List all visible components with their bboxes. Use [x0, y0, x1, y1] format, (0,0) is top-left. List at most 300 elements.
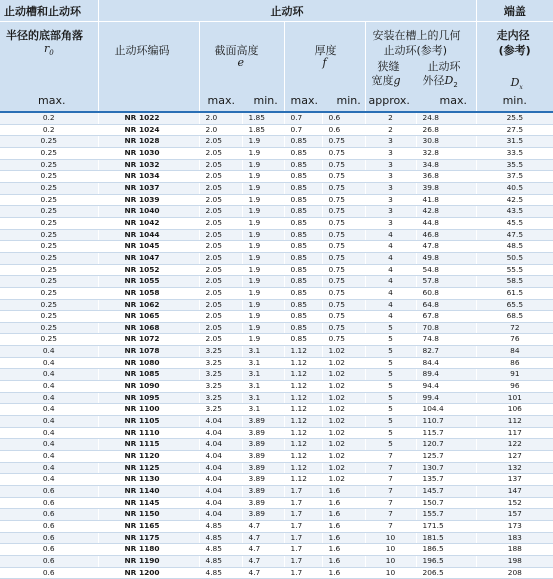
cell-section-min: 1.9 [242, 299, 284, 311]
table-row [0, 252, 553, 264]
cell-bore: 91 [476, 369, 553, 381]
cell-thickness-max: 1.7 [284, 544, 322, 556]
cell-radius: 0.2 [0, 124, 98, 136]
cell-section-min: 1.9 [242, 252, 284, 264]
cell-code: NR 1105 [98, 416, 199, 428]
cell-od: 181.5 [416, 532, 476, 544]
cell-gap: 10 [365, 544, 416, 556]
cell-section-min: 3.89 [242, 509, 284, 521]
cell-gap: 3 [365, 194, 416, 206]
cell-section-max: 2.05 [199, 322, 242, 334]
table-row [0, 555, 553, 567]
cell-bore: 65.5 [476, 299, 553, 311]
table-row [0, 241, 553, 253]
cell-od: 70.8 [416, 322, 476, 334]
cell-gap: 7 [365, 486, 416, 498]
cell-gap: 10 [365, 567, 416, 579]
cell-bore: 117 [476, 427, 553, 439]
cell-gap: 10 [365, 555, 416, 567]
cell-section-max: 2.05 [199, 264, 242, 276]
cell-gap: 2 [365, 112, 416, 124]
cell-section-min: 1.9 [242, 194, 284, 206]
cell-thickness-max: 1.12 [284, 392, 322, 404]
cell-thickness-max: 1.12 [284, 357, 322, 369]
cell-code: NR 1034 [98, 171, 199, 183]
table-row [0, 136, 553, 148]
cell-bore: 132 [476, 462, 553, 474]
table-row [0, 112, 553, 124]
cell-code: NR 1130 [98, 474, 199, 486]
cell-od: 34.8 [416, 159, 476, 171]
col-od-max: max. [439, 94, 467, 107]
cell-bore: 72 [476, 322, 553, 334]
cell-gap: 4 [365, 229, 416, 241]
table-row [0, 311, 553, 323]
table-row [0, 124, 553, 136]
cell-bore: 157 [476, 509, 553, 521]
cell-code: NR 1150 [98, 509, 199, 521]
cell-od: 49.8 [416, 252, 476, 264]
cell-section-max: 3.25 [199, 404, 242, 416]
cell-radius: 0.4 [0, 392, 98, 404]
cell-section-max: 2.05 [199, 311, 242, 323]
cell-code: NR 1190 [98, 555, 199, 567]
table-row [0, 159, 553, 171]
cell-od: 67.8 [416, 311, 476, 323]
table-row [0, 381, 553, 393]
cell-gap: 5 [365, 381, 416, 393]
cell-thickness-max: 0.85 [284, 182, 322, 194]
cell-bore: 27.5 [476, 124, 553, 136]
cell-section-min: 1.9 [242, 334, 284, 346]
cell-od: 64.8 [416, 299, 476, 311]
cell-radius: 0.25 [0, 299, 98, 311]
cell-radius: 0.6 [0, 486, 98, 498]
cell-thickness-min: 1.02 [322, 346, 365, 358]
cell-od: 104.4 [416, 404, 476, 416]
cell-gap: 5 [365, 416, 416, 428]
cell-gap: 5 [365, 346, 416, 358]
cell-od: 206.5 [416, 567, 476, 579]
cell-thickness-max: 1.12 [284, 451, 322, 463]
cell-gap: 4 [365, 241, 416, 253]
cell-thickness-max: 0.85 [284, 276, 322, 288]
table-row [0, 287, 553, 299]
cell-thickness-max: 1.12 [284, 474, 322, 486]
cell-thickness-min: 1.6 [322, 567, 365, 579]
cell-thickness-max: 0.85 [284, 171, 322, 183]
table-row [0, 217, 553, 229]
cell-section-min: 1.9 [242, 147, 284, 159]
cell-thickness-min: 0.75 [322, 206, 365, 218]
cell-section-max: 3.25 [199, 392, 242, 404]
cell-bore: 106 [476, 404, 553, 416]
col-thickness-label: 厚度 [314, 44, 337, 57]
cell-section-min: 4.7 [242, 520, 284, 532]
cell-gap: 5 [365, 404, 416, 416]
cell-radius: 0.4 [0, 357, 98, 369]
cell-od: 30.8 [416, 136, 476, 148]
cell-thickness-min: 0.75 [322, 252, 365, 264]
cell-code: NR 1022 [98, 112, 199, 124]
table-row [0, 334, 553, 346]
cell-thickness-max: 1.12 [284, 462, 322, 474]
cell-radius: 0.4 [0, 462, 98, 474]
cell-thickness-max: 1.12 [284, 381, 322, 393]
cell-thickness-min: 0.75 [322, 334, 365, 346]
col-thickness-max: max. [290, 94, 318, 107]
cell-section-max: 2.05 [199, 159, 242, 171]
cell-thickness-min: 1.02 [322, 451, 365, 463]
cell-od: 94.4 [416, 381, 476, 393]
cell-bore: 50.5 [476, 252, 553, 264]
cell-gap: 3 [365, 217, 416, 229]
cell-section-min: 3.1 [242, 404, 284, 416]
cell-bore: 188 [476, 544, 553, 556]
cell-od: 186.5 [416, 544, 476, 556]
cell-bore: 127 [476, 451, 553, 463]
cell-radius: 0.4 [0, 404, 98, 416]
cell-gap: 7 [365, 497, 416, 509]
cell-section-max: 4.04 [199, 486, 242, 498]
cell-bore: 42.5 [476, 194, 553, 206]
cell-od: 39.8 [416, 182, 476, 194]
col-install-header [365, 22, 476, 113]
cell-od: 110.7 [416, 416, 476, 428]
cell-bore: 35.5 [476, 159, 553, 171]
cell-code: NR 1115 [98, 439, 199, 451]
cell-bore: 101 [476, 392, 553, 404]
cell-section-min: 1.9 [242, 159, 284, 171]
col-radius-symbol: $r_0$ [44, 42, 54, 58]
cell-od: 41.8 [416, 194, 476, 206]
cell-thickness-max: 0.85 [284, 299, 322, 311]
cell-section-min: 1.9 [242, 182, 284, 194]
table-row [0, 439, 553, 451]
cell-thickness-max: 0.85 [284, 159, 322, 171]
cell-thickness-min: 1.02 [322, 369, 365, 381]
cell-section-min: 1.9 [242, 206, 284, 218]
col-install-label-2: 止动环(参考) [383, 44, 448, 57]
cell-thickness-max: 0.7 [284, 124, 322, 136]
cell-radius: 0.6 [0, 520, 98, 532]
cell-thickness-min: 0.75 [322, 159, 365, 171]
cell-section-min: 1.9 [242, 241, 284, 253]
table-row [0, 299, 553, 311]
cell-section-max: 2.05 [199, 171, 242, 183]
table-row [0, 357, 553, 369]
table-row [0, 567, 553, 579]
cell-gap: 7 [365, 474, 416, 486]
cell-bore: 208 [476, 567, 553, 579]
cell-section-min: 3.89 [242, 474, 284, 486]
group-housing: 端盖 [476, 0, 553, 22]
cell-code: NR 1165 [98, 520, 199, 532]
header-group-row [0, 0, 553, 22]
cell-radius: 0.25 [0, 136, 98, 148]
cell-section-min: 3.89 [242, 462, 284, 474]
cell-thickness-min: 0.75 [322, 299, 365, 311]
cell-code: NR 1100 [98, 404, 199, 416]
table-row [0, 532, 553, 544]
cell-section-max: 3.25 [199, 357, 242, 369]
cell-gap: 3 [365, 136, 416, 148]
cell-code: NR 1044 [98, 229, 199, 241]
cell-gap: 7 [365, 509, 416, 521]
cell-thickness-min: 0.6 [322, 124, 365, 136]
cell-bore: 76 [476, 334, 553, 346]
cell-section-max: 4.04 [199, 416, 242, 428]
cell-radius: 0.25 [0, 276, 98, 288]
cell-bore: 58.5 [476, 276, 553, 288]
cell-od: 26.8 [416, 124, 476, 136]
col-radius-label: 半径的底部角落 [6, 29, 83, 42]
cell-code: NR 1200 [98, 567, 199, 579]
cell-thickness-min: 0.75 [322, 182, 365, 194]
table-row [0, 404, 553, 416]
cell-section-min: 3.89 [242, 427, 284, 439]
cell-thickness-max: 1.12 [284, 416, 322, 428]
cell-section-max: 4.85 [199, 532, 242, 544]
cell-thickness-min: 1.02 [322, 381, 365, 393]
cell-bore: 122 [476, 439, 553, 451]
cell-radius: 0.25 [0, 229, 98, 241]
cell-section-min: 1.9 [242, 136, 284, 148]
cell-code: NR 1037 [98, 182, 199, 194]
cell-gap: 4 [365, 264, 416, 276]
cell-radius: 0.25 [0, 252, 98, 264]
cell-thickness-min: 1.6 [322, 555, 365, 567]
cell-gap: 4 [365, 287, 416, 299]
cell-thickness-min: 0.75 [322, 241, 365, 253]
cell-radius: 0.25 [0, 194, 98, 206]
cell-radius: 0.25 [0, 322, 98, 334]
cell-thickness-max: 1.12 [284, 439, 322, 451]
col-section-label: 截面高度 [214, 44, 259, 57]
cell-radius: 0.4 [0, 346, 98, 358]
cell-code: NR 1090 [98, 381, 199, 393]
cell-section-min: 3.89 [242, 439, 284, 451]
cell-od: 150.7 [416, 497, 476, 509]
cell-section-max: 2.0 [199, 112, 242, 124]
cell-section-max: 4.04 [199, 497, 242, 509]
cell-bore: 84 [476, 346, 553, 358]
cell-thickness-min: 1.02 [322, 439, 365, 451]
cell-thickness-min: 1.6 [322, 497, 365, 509]
cell-gap: 4 [365, 276, 416, 288]
cell-gap: 5 [365, 439, 416, 451]
cell-thickness-max: 1.7 [284, 555, 322, 567]
cell-thickness-min: 0.75 [322, 147, 365, 159]
cell-code: NR 1058 [98, 287, 199, 299]
cell-thickness-max: 1.7 [284, 520, 322, 532]
cell-gap: 10 [365, 532, 416, 544]
cell-od: 196.5 [416, 555, 476, 567]
cell-radius: 0.6 [0, 555, 98, 567]
cell-code: NR 1140 [98, 486, 199, 498]
table-row [0, 322, 553, 334]
cell-code: NR 1042 [98, 217, 199, 229]
cell-thickness-max: 1.7 [284, 497, 322, 509]
cell-thickness-max: 0.85 [284, 147, 322, 159]
cell-thickness-max: 1.12 [284, 346, 322, 358]
cell-section-max: 4.85 [199, 544, 242, 556]
cell-od: 89.4 [416, 369, 476, 381]
cell-thickness-min: 1.02 [322, 462, 365, 474]
cell-code: NR 1039 [98, 194, 199, 206]
group-snap-ring: 止动环 [98, 0, 476, 22]
cell-section-min: 3.1 [242, 381, 284, 393]
cell-od: 115.7 [416, 427, 476, 439]
cell-thickness-min: 1.02 [322, 416, 365, 428]
cell-code: NR 1040 [98, 206, 199, 218]
cell-od: 47.8 [416, 241, 476, 253]
cell-section-min: 4.7 [242, 567, 284, 579]
table-row [0, 497, 553, 509]
cell-gap: 4 [365, 299, 416, 311]
col-od-label-1: 止动环 [427, 60, 461, 73]
cell-radius: 0.6 [0, 509, 98, 521]
cell-section-max: 4.04 [199, 451, 242, 463]
cell-gap: 3 [365, 171, 416, 183]
col-thickness-min: min. [336, 94, 361, 107]
cell-gap: 7 [365, 451, 416, 463]
cell-bore: 47.5 [476, 229, 553, 241]
cell-thickness-min: 1.02 [322, 357, 365, 369]
cell-thickness-max: 0.85 [284, 287, 322, 299]
cell-section-max: 2.05 [199, 287, 242, 299]
cell-code: NR 1125 [98, 462, 199, 474]
cell-section-max: 4.85 [199, 567, 242, 579]
col-thickness-symbol: f [322, 56, 327, 69]
cell-bore: 137 [476, 474, 553, 486]
cell-thickness-min: 1.02 [322, 404, 365, 416]
group-retaining-ring: 止动槽和止动环 [0, 0, 98, 22]
table-row [0, 416, 553, 428]
cell-gap: 4 [365, 252, 416, 264]
cell-section-max: 4.04 [199, 509, 242, 521]
cell-gap: 3 [365, 182, 416, 194]
cell-od: 171.5 [416, 520, 476, 532]
cell-code: NR 1145 [98, 497, 199, 509]
col-thickness-header [284, 22, 365, 113]
cell-radius: 0.25 [0, 147, 98, 159]
cell-section-max: 2.05 [199, 276, 242, 288]
header-detail-row [0, 22, 553, 113]
cell-section-max: 2.05 [199, 147, 242, 159]
cell-code: NR 1085 [98, 369, 199, 381]
cell-gap: 3 [365, 147, 416, 159]
table-row [0, 427, 553, 439]
cell-radius: 0.25 [0, 241, 98, 253]
cell-radius: 0.25 [0, 159, 98, 171]
cell-od: 36.8 [416, 171, 476, 183]
cell-radius: 0.4 [0, 369, 98, 381]
cell-section-max: 4.85 [199, 555, 242, 567]
cell-gap: 7 [365, 520, 416, 532]
cell-bore: 48.5 [476, 241, 553, 253]
cell-gap: 7 [365, 462, 416, 474]
cell-radius: 0.4 [0, 439, 98, 451]
cell-code: NR 1068 [98, 322, 199, 334]
cell-gap: 2 [365, 124, 416, 136]
cell-section-min: 4.7 [242, 555, 284, 567]
cell-od: 44.8 [416, 217, 476, 229]
cell-thickness-max: 0.85 [284, 194, 322, 206]
cell-section-max: 2.05 [199, 182, 242, 194]
cell-bore: 43.5 [476, 206, 553, 218]
cell-code: NR 1032 [98, 159, 199, 171]
cell-code: NR 1055 [98, 276, 199, 288]
table-row [0, 182, 553, 194]
cell-od: 60.8 [416, 287, 476, 299]
col-section-header [199, 22, 284, 113]
cell-section-min: 3.89 [242, 497, 284, 509]
cell-code: NR 1175 [98, 532, 199, 544]
cell-section-max: 2.05 [199, 217, 242, 229]
col-install-label-1: 安装在槽上的几何 [372, 29, 461, 42]
cell-bore: 198 [476, 555, 553, 567]
cell-gap: 5 [365, 392, 416, 404]
cell-section-min: 4.7 [242, 544, 284, 556]
cell-thickness-max: 0.85 [284, 241, 322, 253]
col-code-header [98, 22, 199, 113]
cell-thickness-max: 1.7 [284, 532, 322, 544]
col-bore-header [476, 22, 553, 113]
cell-radius: 0.4 [0, 416, 98, 428]
cell-bore: 45.5 [476, 217, 553, 229]
cell-radius: 0.4 [0, 381, 98, 393]
cell-thickness-max: 0.85 [284, 136, 322, 148]
cell-code: NR 1120 [98, 451, 199, 463]
col-bore-label-2: (参考) [498, 44, 531, 57]
cell-bore: 183 [476, 532, 553, 544]
cell-code: NR 1065 [98, 311, 199, 323]
cell-od: 74.8 [416, 334, 476, 346]
cell-section-min: 3.89 [242, 416, 284, 428]
cell-radius: 0.6 [0, 532, 98, 544]
cell-code: NR 1110 [98, 427, 199, 439]
cell-section-min: 1.9 [242, 287, 284, 299]
col-section-max: max. [207, 94, 235, 107]
table-row [0, 276, 553, 288]
cell-radius: 0.4 [0, 474, 98, 486]
table-row [0, 147, 553, 159]
cell-od: 32.8 [416, 147, 476, 159]
cell-thickness-max: 1.12 [284, 369, 322, 381]
cell-section-min: 3.89 [242, 486, 284, 498]
cell-thickness-max: 1.7 [284, 509, 322, 521]
cell-od: 125.7 [416, 451, 476, 463]
table-row [0, 474, 553, 486]
cell-section-max: 4.04 [199, 474, 242, 486]
cell-section-min: 3.1 [242, 346, 284, 358]
cell-section-max: 2.05 [199, 252, 242, 264]
cell-gap: 5 [365, 369, 416, 381]
cell-code: NR 1062 [98, 299, 199, 311]
cell-section-max: 2.05 [199, 334, 242, 346]
cell-section-min: 1.9 [242, 171, 284, 183]
col-section-min: min. [253, 94, 278, 107]
cell-section-max: 2.05 [199, 206, 242, 218]
table-row [0, 369, 553, 381]
cell-thickness-min: 0.75 [322, 194, 365, 206]
cell-gap: 4 [365, 311, 416, 323]
cell-section-min: 3.1 [242, 369, 284, 381]
cell-radius: 0.4 [0, 451, 98, 463]
table-row [0, 206, 553, 218]
col-radius-header [0, 22, 98, 113]
